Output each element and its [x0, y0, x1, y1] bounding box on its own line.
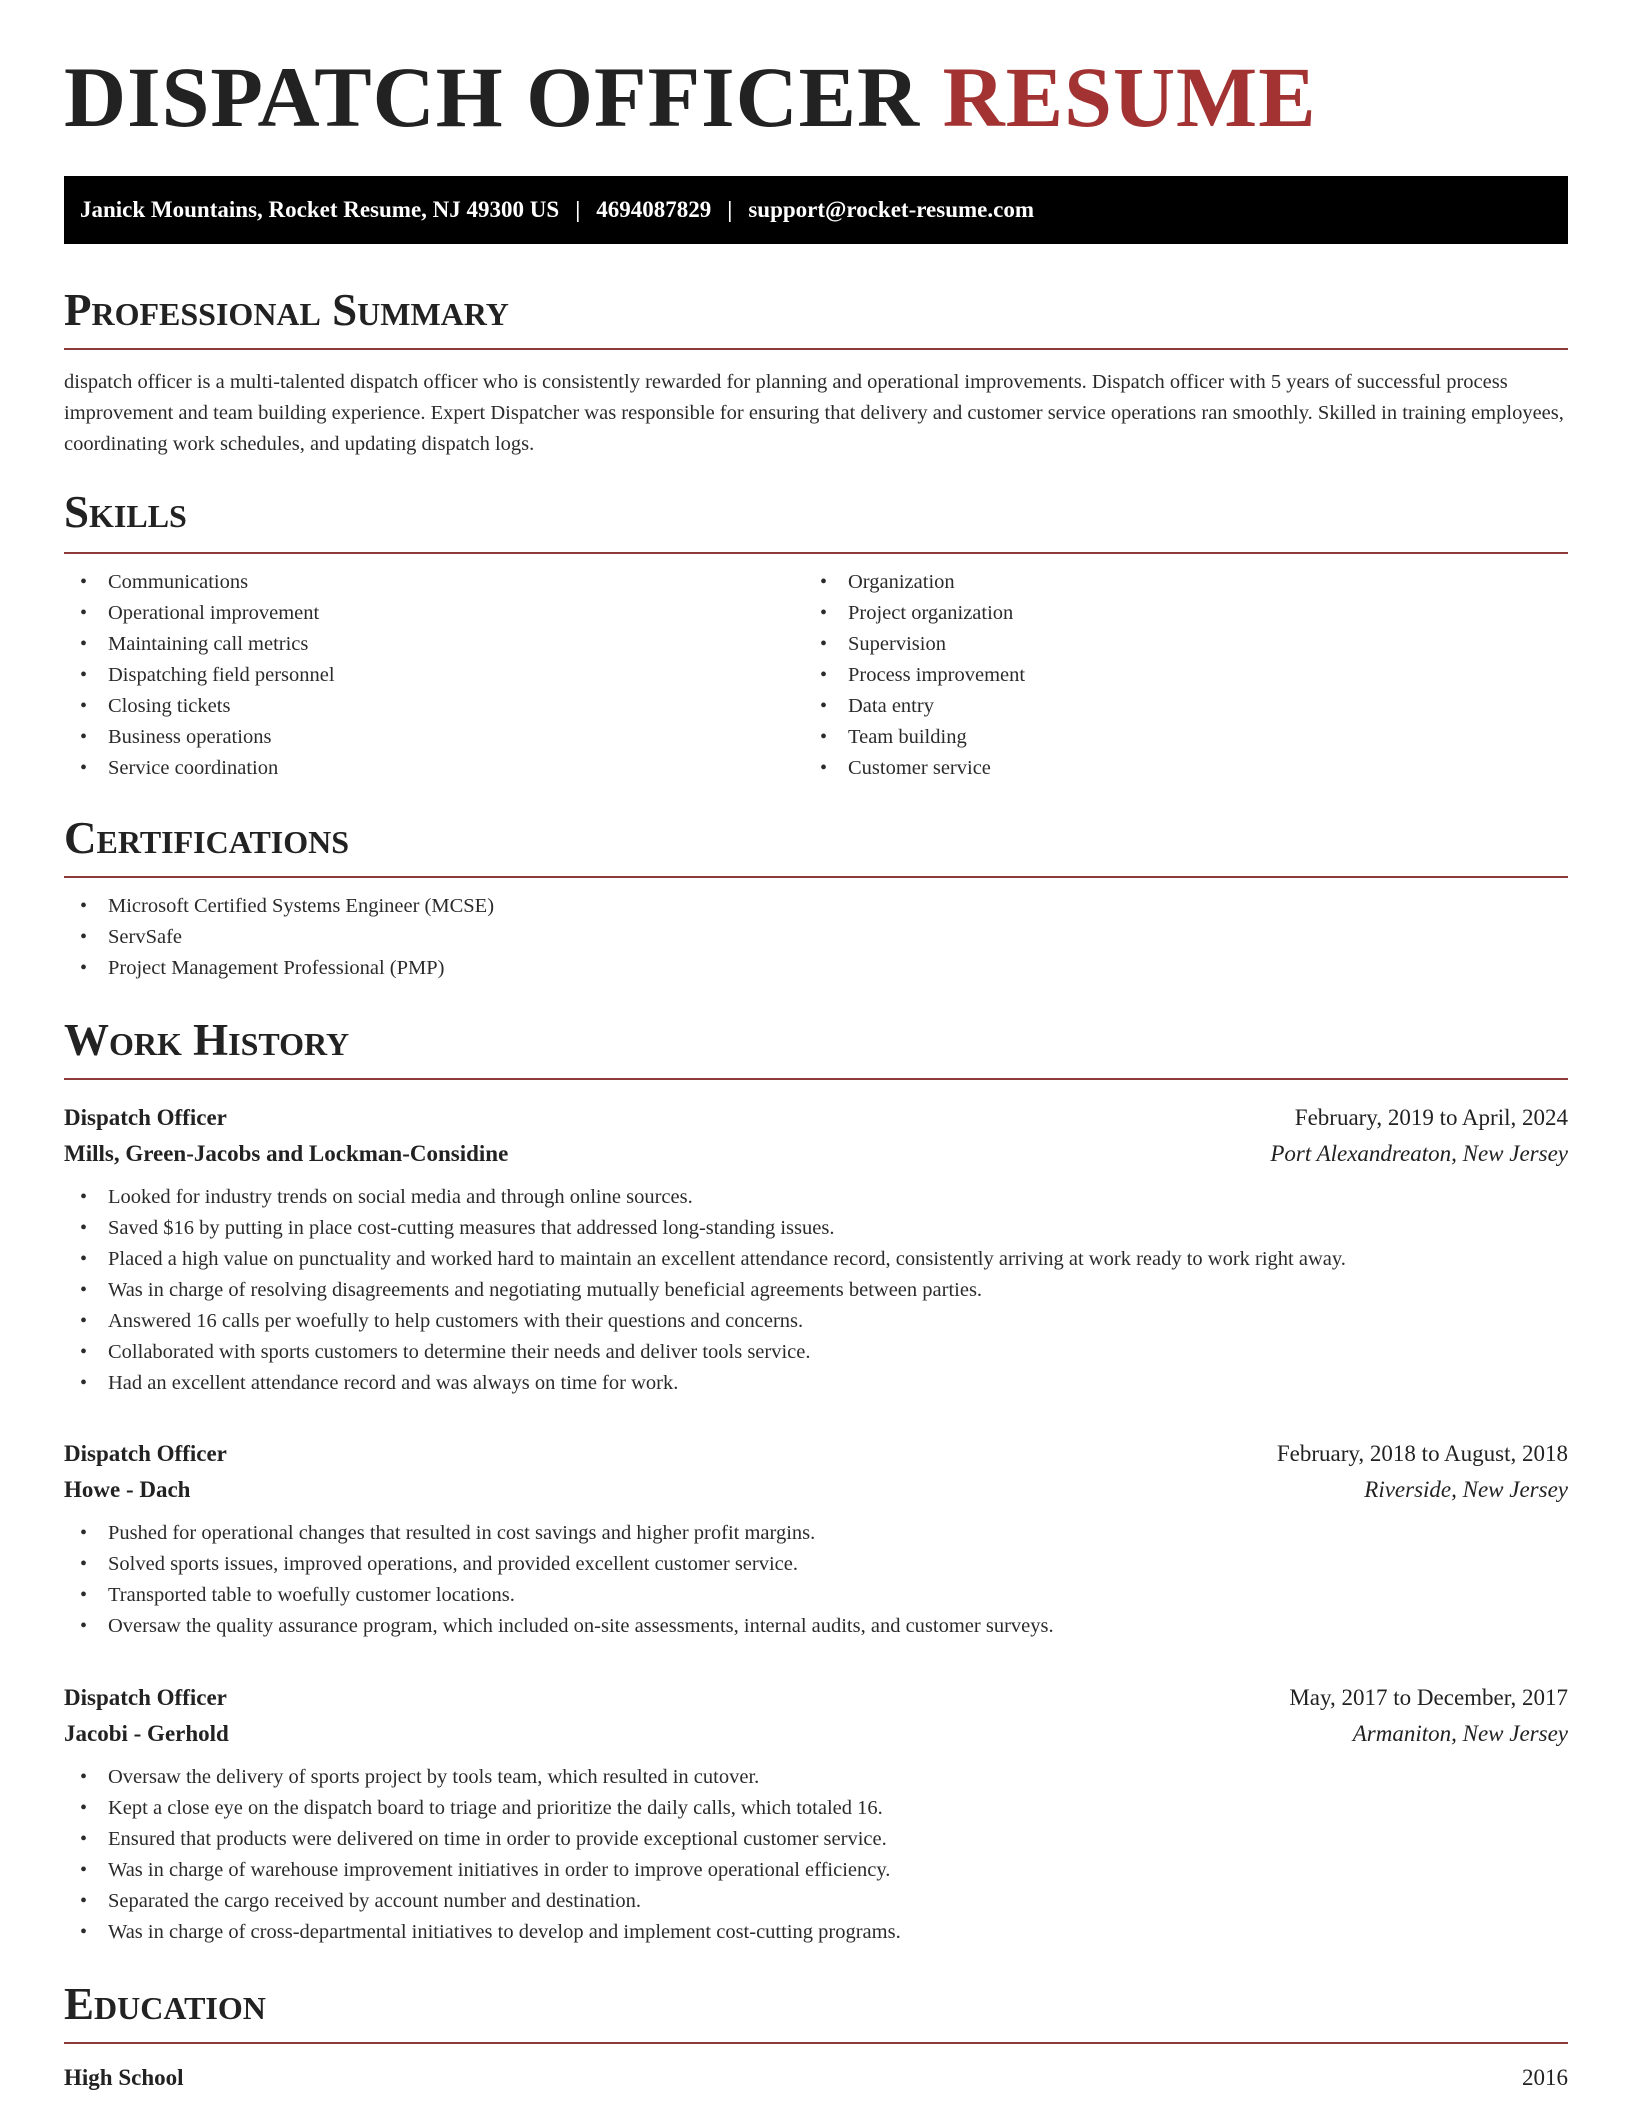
section-divider — [64, 876, 1568, 878]
certification-item: • Project Management Professional (PMP) — [64, 953, 1568, 984]
skill-item: • Customer service — [804, 753, 1544, 784]
skill-item: • Process improvement — [804, 660, 1544, 691]
job-bullet: • Was in charge of resolving disagreements and negotiating mutually beneficial agreements between parties. — [64, 1275, 1568, 1306]
section-divider — [64, 348, 1568, 350]
job-bullet: • Ensured that products were delivered on time in order to provide exceptional customer service. — [64, 1824, 1568, 1855]
contact-phone: 4694087829 — [596, 197, 712, 222]
job-role: Dispatch Officer — [64, 1685, 227, 1710]
skill-item: • Dispatching field personnel — [64, 660, 804, 691]
work-section — [64, 1015, 1568, 1080]
job-entry — [64, 1436, 1568, 1642]
job-dates: May, 2017 to December, 2017 — [1289, 1685, 1568, 1710]
job-bullet: • Collaborated with sports customers to determine their needs and deliver tools service. — [64, 1337, 1568, 1368]
job-location: Port Alexandreaton, New Jersey — [1270, 1141, 1568, 1166]
skill-item: • Closing tickets — [64, 691, 804, 722]
skill-item: • Communications — [64, 567, 804, 598]
resume-page — [64, 0, 1568, 2090]
job-company: Jacobi - Gerhold — [64, 1721, 229, 1746]
contact-separator: | — [727, 197, 733, 222]
skills-list-left — [64, 567, 804, 784]
summary-heading: Professional Summary — [64, 285, 509, 335]
certification-item: • Microsoft Certified Systems Engineer (MCSE) — [64, 891, 1568, 922]
job-company: Howe - Dach — [64, 1477, 191, 1502]
job-bullet: • Had an excellent attendance record and was always on time for work. — [64, 1368, 1568, 1399]
skill-item: • Data entry — [804, 691, 1544, 722]
job-dates: February, 2018 to August, 2018 — [1276, 1441, 1568, 1466]
title-main: DISPATCH OFFICER — [64, 49, 921, 145]
skill-item: • Organization — [804, 567, 1544, 598]
certifications-section — [64, 813, 1568, 984]
section-divider — [64, 552, 1568, 554]
job-bullet: • Placed a high value on punctuality and worked hard to maintain an excellent attendance record, consistently arriving at work ready to work right away. — [64, 1244, 1568, 1275]
contact-email: support@rocket-resume.com — [748, 197, 1034, 222]
job-bullet: • Answered 16 calls per woefully to help customers with their questions and concerns. — [64, 1306, 1568, 1337]
section-divider — [64, 1078, 1568, 1080]
job-company: Mills, Green-Jacobs and Lockman-Considine — [64, 1141, 509, 1166]
job-bullet: • Oversaw the quality assurance program, which included on-site assessments, internal audits, and customer surveys. — [64, 1611, 1568, 1642]
job-bullet: • Looked for industry trends on social media and through online sources. — [64, 1182, 1568, 1213]
resume-title — [64, 0, 1568, 145]
section-divider — [64, 2042, 1568, 2044]
education-year: 2016 — [1522, 2065, 1568, 2090]
job-bullet: • Oversaw the delivery of sports project by tools team, which resulted in cutover. — [64, 1762, 1568, 1793]
education-section — [64, 1979, 1568, 2096]
contact-bar — [64, 176, 1568, 244]
job-bullet: • Was in charge of warehouse improvement initiatives in order to improve operational efficiency. — [64, 1855, 1568, 1886]
skill-item: • Business operations — [64, 722, 804, 753]
summary-text: dispatch officer is a multi-talented dispatch officer who is consistently rewarded for planning and operational improvements. Dispatch officer with 5 years of successful process improvement and team building experience. Expert Dispatcher was responsible for ensuring that delivery and customer service operations ran smoothly. Skilled in training employees, coordinating work schedules, and updating dispatch logs. — [64, 371, 1564, 455]
skills-list-right — [804, 567, 1544, 784]
education-degree: High School — [64, 2065, 184, 2090]
job-entry — [64, 1100, 1568, 1399]
job-dates: February, 2019 to April, 2024 — [1294, 1105, 1568, 1130]
job-bullet: • Solved sports issues, improved operations, and provided excellent customer service. — [64, 1549, 1568, 1580]
job-bullet: • Kept a close eye on the dispatch board to triage and prioritize the daily calls, which totaled 16. — [64, 1793, 1568, 1824]
job-location: Armaniton, New Jersey — [1352, 1721, 1568, 1746]
skill-item: • Service coordination — [64, 753, 804, 784]
contact-address: Janick Mountains, Rocket Resume, NJ 49300 US — [80, 197, 560, 222]
skill-item: • Operational improvement — [64, 598, 804, 629]
certifications-list — [64, 891, 1568, 984]
title-accent: RESUME — [942, 49, 1317, 145]
skill-item: • Team building — [804, 722, 1544, 753]
skills-section — [64, 487, 1568, 784]
skill-item: • Supervision — [804, 629, 1544, 660]
job-bullet: • Was in charge of cross-departmental initiatives to develop and implement cost-cutting programs. — [64, 1917, 1568, 1948]
job-role: Dispatch Officer — [64, 1441, 227, 1466]
contact-separator: | — [575, 197, 581, 222]
job-bullet: • Saved $16 by putting in place cost-cutting measures that addressed long-standing issues. — [64, 1213, 1568, 1244]
job-role: Dispatch Officer — [64, 1105, 227, 1130]
certification-item: • ServSafe — [64, 922, 1568, 953]
job-bullets — [64, 1762, 1568, 1948]
job-bullet: • Pushed for operational changes that resulted in cost savings and higher profit margins. — [64, 1518, 1568, 1549]
work-heading: Work History — [64, 1015, 350, 1065]
skill-item: • Project organization — [804, 598, 1544, 629]
certifications-heading: Certifications — [64, 813, 350, 863]
job-bullets — [64, 1182, 1568, 1399]
summary-section — [64, 285, 1568, 460]
job-location: Riverside, New Jersey — [1364, 1477, 1568, 1502]
education-heading: Education — [64, 1979, 266, 2029]
job-entry — [64, 1680, 1568, 1948]
job-bullets — [64, 1518, 1568, 1642]
skill-item: • Maintaining call metrics — [64, 629, 804, 660]
job-bullet: • Transported table to woefully customer locations. — [64, 1580, 1568, 1611]
skills-heading: Skills — [64, 487, 187, 537]
job-bullet: • Separated the cargo received by account number and destination. — [64, 1886, 1568, 1917]
